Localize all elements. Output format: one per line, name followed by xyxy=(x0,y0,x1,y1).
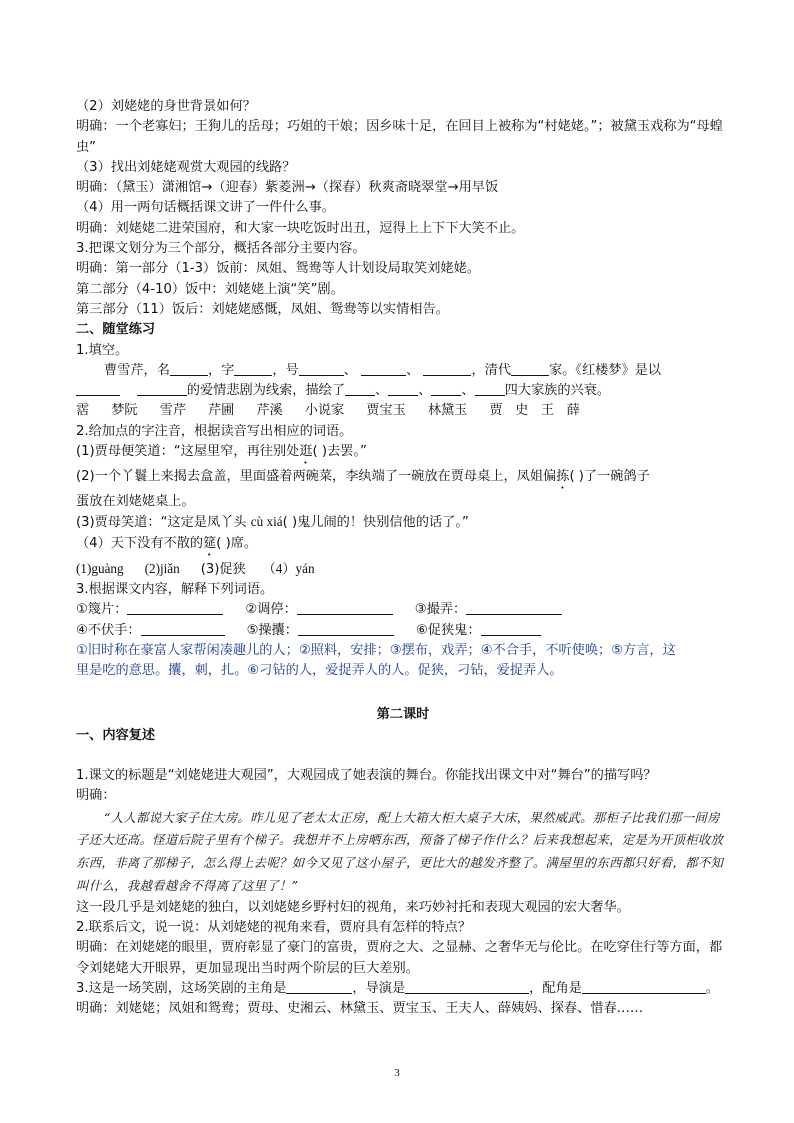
section-heading-practice: 二、随堂练习 xyxy=(76,322,156,338)
fill-answer: 雪芹 xyxy=(159,403,186,419)
fill-answer: 史 xyxy=(515,403,529,419)
review-answer-2: 明确：在刘姥姥的眼里，贾府彰显了豪门的富贵，贾府之大、之显赫、之奢华无与伦比。在吃穿住行等方面，都令刘姥姥大开眼界，更加显现出当时两个阶层的巨大差别。 xyxy=(76,940,723,976)
blank[interactable] xyxy=(466,600,562,615)
fill-answer: 霑 xyxy=(76,403,90,419)
review-answer-3: 明确：刘姥姥；凤姐和鸳鸯；贾母、史湘云、林黛玉、贾宝玉、王夫人、薛姨妈、探春、惜春…… xyxy=(76,1001,644,1017)
blank[interactable] xyxy=(475,381,505,396)
explain-heading: 3.根据课文内容，解释下列词语。 xyxy=(76,581,274,597)
phonetic-heading: 2.给加点的字注音，根据读音写出相应的词语。 xyxy=(76,423,353,439)
fill-answers xyxy=(76,401,730,421)
blank[interactable] xyxy=(388,381,418,396)
blank[interactable] xyxy=(511,361,549,376)
blank[interactable] xyxy=(76,381,120,396)
blank[interactable] xyxy=(297,600,393,615)
explain-row-2: ④不伏手： ⑤操攮： ⑥促狭鬼： xyxy=(76,621,730,641)
page-number: 3 xyxy=(394,1067,400,1079)
answer-3: 明确：（黛玉）潇湘馆→（迎春）紫菱洲→（探春）秋爽斋晓翠堂→用早饭 xyxy=(76,180,499,196)
garden-quote: “人人都说大家子住大房。昨儿见了老太太正房，配上大箱大柜大桌子大床，果然威武。那柜子比我们那一间房子还大还高。怪道后院子里有个梯子。我想并不上房晒东西，预备了梯子作什么？后来我想起来，定是为开顶柜收放东西，非离了那梯子，怎么得上去呢？如今又见了这小屋子，更比大的越发齐整了。满屋里的东西都只好看，都不知叫什么，我越看越舍不得离了这里了！” xyxy=(76,809,724,893)
page-content xyxy=(76,97,730,1020)
blank[interactable] xyxy=(141,621,225,636)
fill-heading: 1.填空。 xyxy=(76,342,129,358)
blank[interactable] xyxy=(345,381,375,396)
fill-answer: 林黛玉 xyxy=(427,403,468,419)
blank[interactable] xyxy=(582,979,706,994)
blank[interactable] xyxy=(137,381,187,396)
fill-answer: 芹圃 xyxy=(207,403,235,419)
lesson-2-title: 第二课时 xyxy=(376,707,430,723)
fill-line-2: 的爱情悲剧为线索，描绘了 、 、 、 四大家族的兴衰。 xyxy=(76,381,730,401)
phonetic-answers: (1)guàng (2)jiǎn (3)促狭 （4）yán xyxy=(76,560,315,577)
explain-row-1: ①篾片： ②调停： ③撮弄： xyxy=(76,600,730,620)
fill-answer: 小说家 xyxy=(304,403,345,419)
section-heading-review: 一、内容复述 xyxy=(76,727,156,743)
part-1: 明确：第一部分（1-3）饭前：凤姐、鸳鸯等人计划设局取笑刘姥姥。 xyxy=(76,261,480,277)
blank[interactable] xyxy=(481,621,541,636)
review-question-2: 2.联系后文，说一说：从刘姥姥的视角来看，贾府具有怎样的特点？ xyxy=(76,920,472,936)
fill-answer: 薛 xyxy=(566,403,580,419)
explain-answers-2: 里是吃的意思。攮，刺，扎。⑥刁钻的人，爱捉弄人的人。促狭，刁钻，爱捉弄人。 xyxy=(76,663,563,679)
part-2: 第二部分（4-10）饭中：刘姥姥上演“笑”剧。 xyxy=(76,281,344,297)
question-4: （4）用一两句话概括课文讲了一件什么事。 xyxy=(76,200,335,216)
phonetic-sentence-1: (1)贾母便笑道：“这屋里窄，再往别处逛( )去罢。” xyxy=(76,444,367,460)
answer-4: 明确：刘姥姥二进荣国府，和大家一块吃饭时出丑，逗得上上下下大笑不止。 xyxy=(76,220,525,236)
phonetic-sentence-3: (3)贾母笑道：“这定是凤丫头 cù xiá( )鬼儿闹的！快别信他的话了。” xyxy=(76,514,469,531)
quote-commentary: 这一段几乎是刘姥姥的独白，以刘姥姥乡野村妇的视角，来巧妙衬托和表现大观园的宏大奢华。 xyxy=(76,899,630,915)
phonetic-sentence-2-cont: 蛋放在刘姥姥桌上。 xyxy=(76,494,195,510)
fill-answer: 梦阮 xyxy=(111,403,138,419)
fill-answer: 贾 xyxy=(489,403,503,419)
blank[interactable] xyxy=(170,361,208,376)
blank[interactable] xyxy=(361,361,406,376)
blank[interactable] xyxy=(298,621,394,636)
blank[interactable] xyxy=(299,361,344,376)
explain-answers-1: ①旧时称在豪富人家帮闲凑趣儿的人；②照料，安排；③摆布，戏弄；④不合手，不听使唤；⑤方言，这 xyxy=(76,642,676,658)
fill-answer: 贾宝玉 xyxy=(366,403,406,419)
fill-line-1: 曹雪芹，名 ，字 ，号 、 、 ，清代 家。《红楼梦》是以 xyxy=(104,362,662,378)
question-2: （2）刘姥姥的身世背景如何？ xyxy=(76,99,256,114)
fill-answer: 芹溪 xyxy=(256,403,283,419)
blank[interactable] xyxy=(286,979,352,994)
review-question-1: 1.课文的标题是“刘姥姥进大观园”，大观园成了她表演的舞台。你能找出课文中对“舞台”的描写吗？ xyxy=(76,768,657,784)
answer-2: 明确：一个老寡妇；王狗儿的岳母；巧姐的干娘；因乡味十足，在回目上被称为“村姥姥。”；被黛玉戏称为“母蝗虫” xyxy=(76,119,723,155)
blank[interactable] xyxy=(405,979,529,994)
fill-answer: 王 xyxy=(540,403,555,419)
blank[interactable] xyxy=(431,381,461,396)
review-answer-1-label: 明确： xyxy=(76,788,116,804)
review-question-3: 3.这是一场笑剧，这场笑剧的主角是 ，导演是 ，配角是 。 xyxy=(76,980,720,996)
question-3: （3）找出刘姥姥观赏大观园的线路？ xyxy=(76,159,296,175)
part-3: 第三部分（11）饭后：刘姥姥感慨，凤姐、鸳鸯等以实情相告。 xyxy=(76,301,449,317)
blank[interactable] xyxy=(234,361,272,376)
phonetic-sentence-4: （4）天下没有不散的筵( )席。 xyxy=(76,535,258,551)
blank[interactable] xyxy=(127,600,223,615)
phonetic-sentence-2: (2)一个丫鬟上来揭去盒盖，里面盛着两碗菜，李纨端了一碗放在贾母桌上，凤姐偏拣( )了一碗鸽子 xyxy=(76,469,650,485)
task-3-heading: 3.把课文划分为三个部分，概括各部分主要内容。 xyxy=(76,241,366,257)
blank[interactable] xyxy=(423,361,471,376)
